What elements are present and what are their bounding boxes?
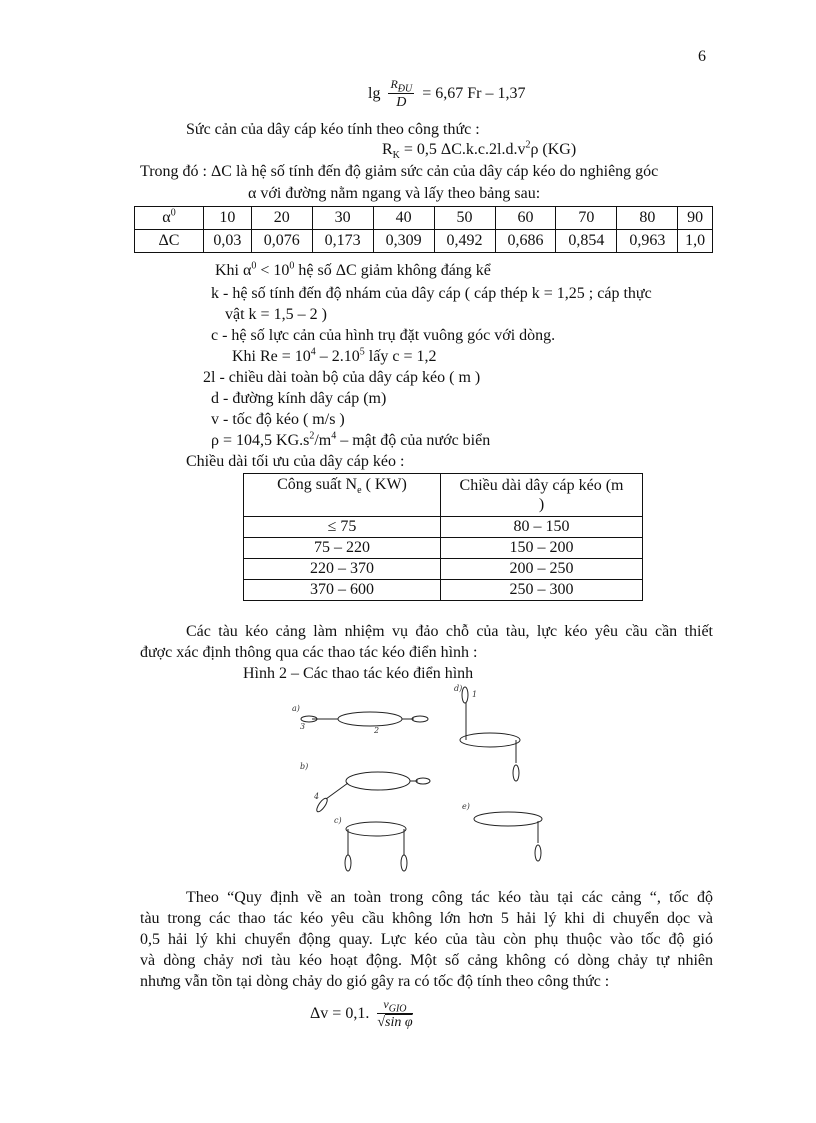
tug-d-bottom	[513, 765, 519, 781]
paragraph-theo-2: tàu trong các thao tác kéo yêu cầu không lớn hơn 5 hải lý khi di chuyển dọc và	[140, 910, 713, 927]
figure-number-2: 2	[374, 726, 380, 735]
formula-fraction-wind: $\frac{v_{GIO}}{\text{√sin φ}}$	[377, 997, 413, 1030]
ship-hull-c	[346, 822, 406, 836]
formula-numerator: $R_{ĐU}$	[390, 77, 413, 95]
paragraph-theo-3: 0,5 hải lý khi chuyển động quay. Lực kéo của tàu còn phụ thuộc vào tốc độ gió	[140, 931, 713, 948]
figure-number-3: 3	[300, 722, 306, 731]
table-cell: 70	[556, 207, 617, 230]
table-cell: 80 – 150	[441, 517, 643, 538]
table-cell: 150 – 200	[441, 538, 643, 559]
figure-caption: Hình 2 – Các thao tác kéo điển hình	[243, 665, 474, 682]
table-row	[244, 580, 643, 601]
table-header-power: Công suất $N_e$ ( KW)	[244, 474, 441, 517]
table-cell: 0,173	[312, 230, 373, 253]
table-cell: 1,0	[678, 230, 713, 253]
table-cell: 0,076	[251, 230, 312, 253]
paragraph-khi-alpha: Khi $\alpha^0 < 10^0$ hệ số ΔC giảm không đáng kể	[215, 260, 491, 279]
formula-fraction	[388, 78, 414, 111]
paragraph-optimal-length: Chiều dài tối ưu của dây cáp kéo :	[186, 453, 405, 470]
tug-c-right	[401, 855, 407, 871]
table-cell: 0,03	[204, 230, 252, 253]
definition-d: d - đường kính dây cáp (m)	[211, 390, 387, 407]
definition-v: v - tốc độ kéo ( m/s )	[211, 411, 345, 428]
angle-coefficient-table	[134, 206, 713, 253]
page-number: 6	[698, 48, 706, 65]
definition-rho: ρ = 104,5 $KG.s^2/m^4$ – mật độ của nước biển	[211, 430, 491, 449]
table-cell: 90	[678, 207, 713, 230]
table-cell: 60	[495, 207, 556, 230]
paragraph-theo-5: nhưng vẫn tồn tại dòng chảy do gió gây ra có tốc độ tính theo công thức :	[140, 973, 610, 990]
figure-number-1: 1	[472, 690, 478, 699]
table-header-row	[244, 474, 643, 517]
table-row	[244, 559, 643, 580]
definition-k-2: vật k = 1,5 – 2 )	[225, 306, 327, 323]
table-cell: 20	[251, 207, 312, 230]
table-row	[244, 517, 643, 538]
formula-rhs: = 6,67 Fr – 1,37	[422, 85, 526, 103]
definition-c: c - hệ số lực cản của hình trụ đặt vuông góc với dòng.	[211, 327, 556, 344]
tug-e	[535, 845, 541, 861]
tug-b-right	[416, 778, 430, 784]
definition-2l: 2l - chiều dài toàn bộ của dây cáp kéo ( m )	[203, 369, 481, 386]
table-cell: 10	[204, 207, 252, 230]
figure-label-e: e)	[462, 802, 470, 811]
tow-line-b1	[326, 783, 348, 799]
table-cell: 220 – 370	[244, 559, 441, 580]
table-row-dc	[135, 230, 713, 253]
table-cell: 0,492	[434, 230, 495, 253]
figure-number-4: 4	[314, 792, 320, 801]
tug-d-top	[462, 687, 468, 703]
formula-denominator: D	[396, 94, 407, 110]
paragraph-theo-4: và dòng chảy nơi tàu kéo hoạt động. Một số cảng không có dòng chảy tự nhiên	[140, 952, 713, 969]
table-row-alpha	[135, 207, 713, 230]
towing-operations-figure	[290, 683, 560, 883]
table-cell: 30	[312, 207, 373, 230]
table-cell: 75 – 220	[244, 538, 441, 559]
paragraph-resistance: Sức cản của dây cáp kéo tính theo công thức :	[186, 121, 480, 138]
ship-hull-a	[338, 712, 402, 726]
definition-k-1: k - hệ số tính đến độ nhám của dây cáp ( cáp thép k = 1,25 ; cáp thực	[211, 285, 652, 302]
table-cell: 40	[373, 207, 434, 230]
figure-label-d: d)	[454, 684, 463, 693]
tug-a-right	[412, 716, 428, 722]
table-cell: 80	[617, 207, 678, 230]
figure-label-c: c)	[334, 816, 342, 825]
formula-wind-current: Δv = 0,1. $\frac{v_{GIO}}{\text{√sin φ}}$	[310, 997, 413, 1030]
table-cell: 370 – 600	[244, 580, 441, 601]
table-cell: ≤ 75	[244, 517, 441, 538]
figure-label-b: b)	[300, 762, 309, 771]
ship-hull-d	[460, 733, 520, 747]
formula-cable-resistance: $R_K = 0,5$ $\Delta C.k.c.2l.d.v^2\rho$ (KG)	[382, 139, 577, 162]
table-cell: 200 – 250	[441, 559, 643, 580]
cable-length-table	[243, 473, 643, 601]
table-header-alpha: $\alpha^0$	[135, 207, 204, 230]
table-row	[244, 538, 643, 559]
table-cell: 0,309	[373, 230, 434, 253]
ship-hull-b	[346, 772, 410, 790]
paragraph-tugs-1: Các tàu kéo cảng làm nhiệm vụ đảo chỗ của tàu, lực kéo yêu cầu cần thiết	[186, 623, 713, 640]
formula-froude	[368, 78, 526, 111]
table-cell: 0,854	[556, 230, 617, 253]
table-cell: 0,686	[495, 230, 556, 253]
tug-c-left	[345, 855, 351, 871]
formula-lg: lg	[368, 85, 381, 103]
table-cell: 50	[434, 207, 495, 230]
table-cell: 0,963	[617, 230, 678, 253]
figure-label-a: a)	[292, 704, 300, 713]
ship-hull-e	[474, 812, 542, 826]
table-header-length: Chiều dài dây cáp kéo (m )	[441, 474, 643, 517]
paragraph-theo-1: Theo “Quy định về an toàn trong công tác kéo tàu tại các cảng “, tốc độ	[186, 889, 713, 906]
table-cell: 250 – 300	[441, 580, 643, 601]
paragraph-tugs-2: được xác định thông qua các thao tác kéo điển hình :	[140, 644, 478, 661]
paragraph-trong-do-2: α với đường nằm ngang và lấy theo bảng sau:	[248, 185, 541, 202]
paragraph-trong-do-1: Trong đó : ΔC là hệ số tính đến độ giảm sức cản của dây cáp kéo do nghiêng góc	[140, 163, 659, 180]
table-header-dc: ΔC	[135, 230, 204, 253]
definition-re: Khi $Re = 10^4 - 2.10^5$ lấy c = 1,2	[232, 346, 437, 365]
